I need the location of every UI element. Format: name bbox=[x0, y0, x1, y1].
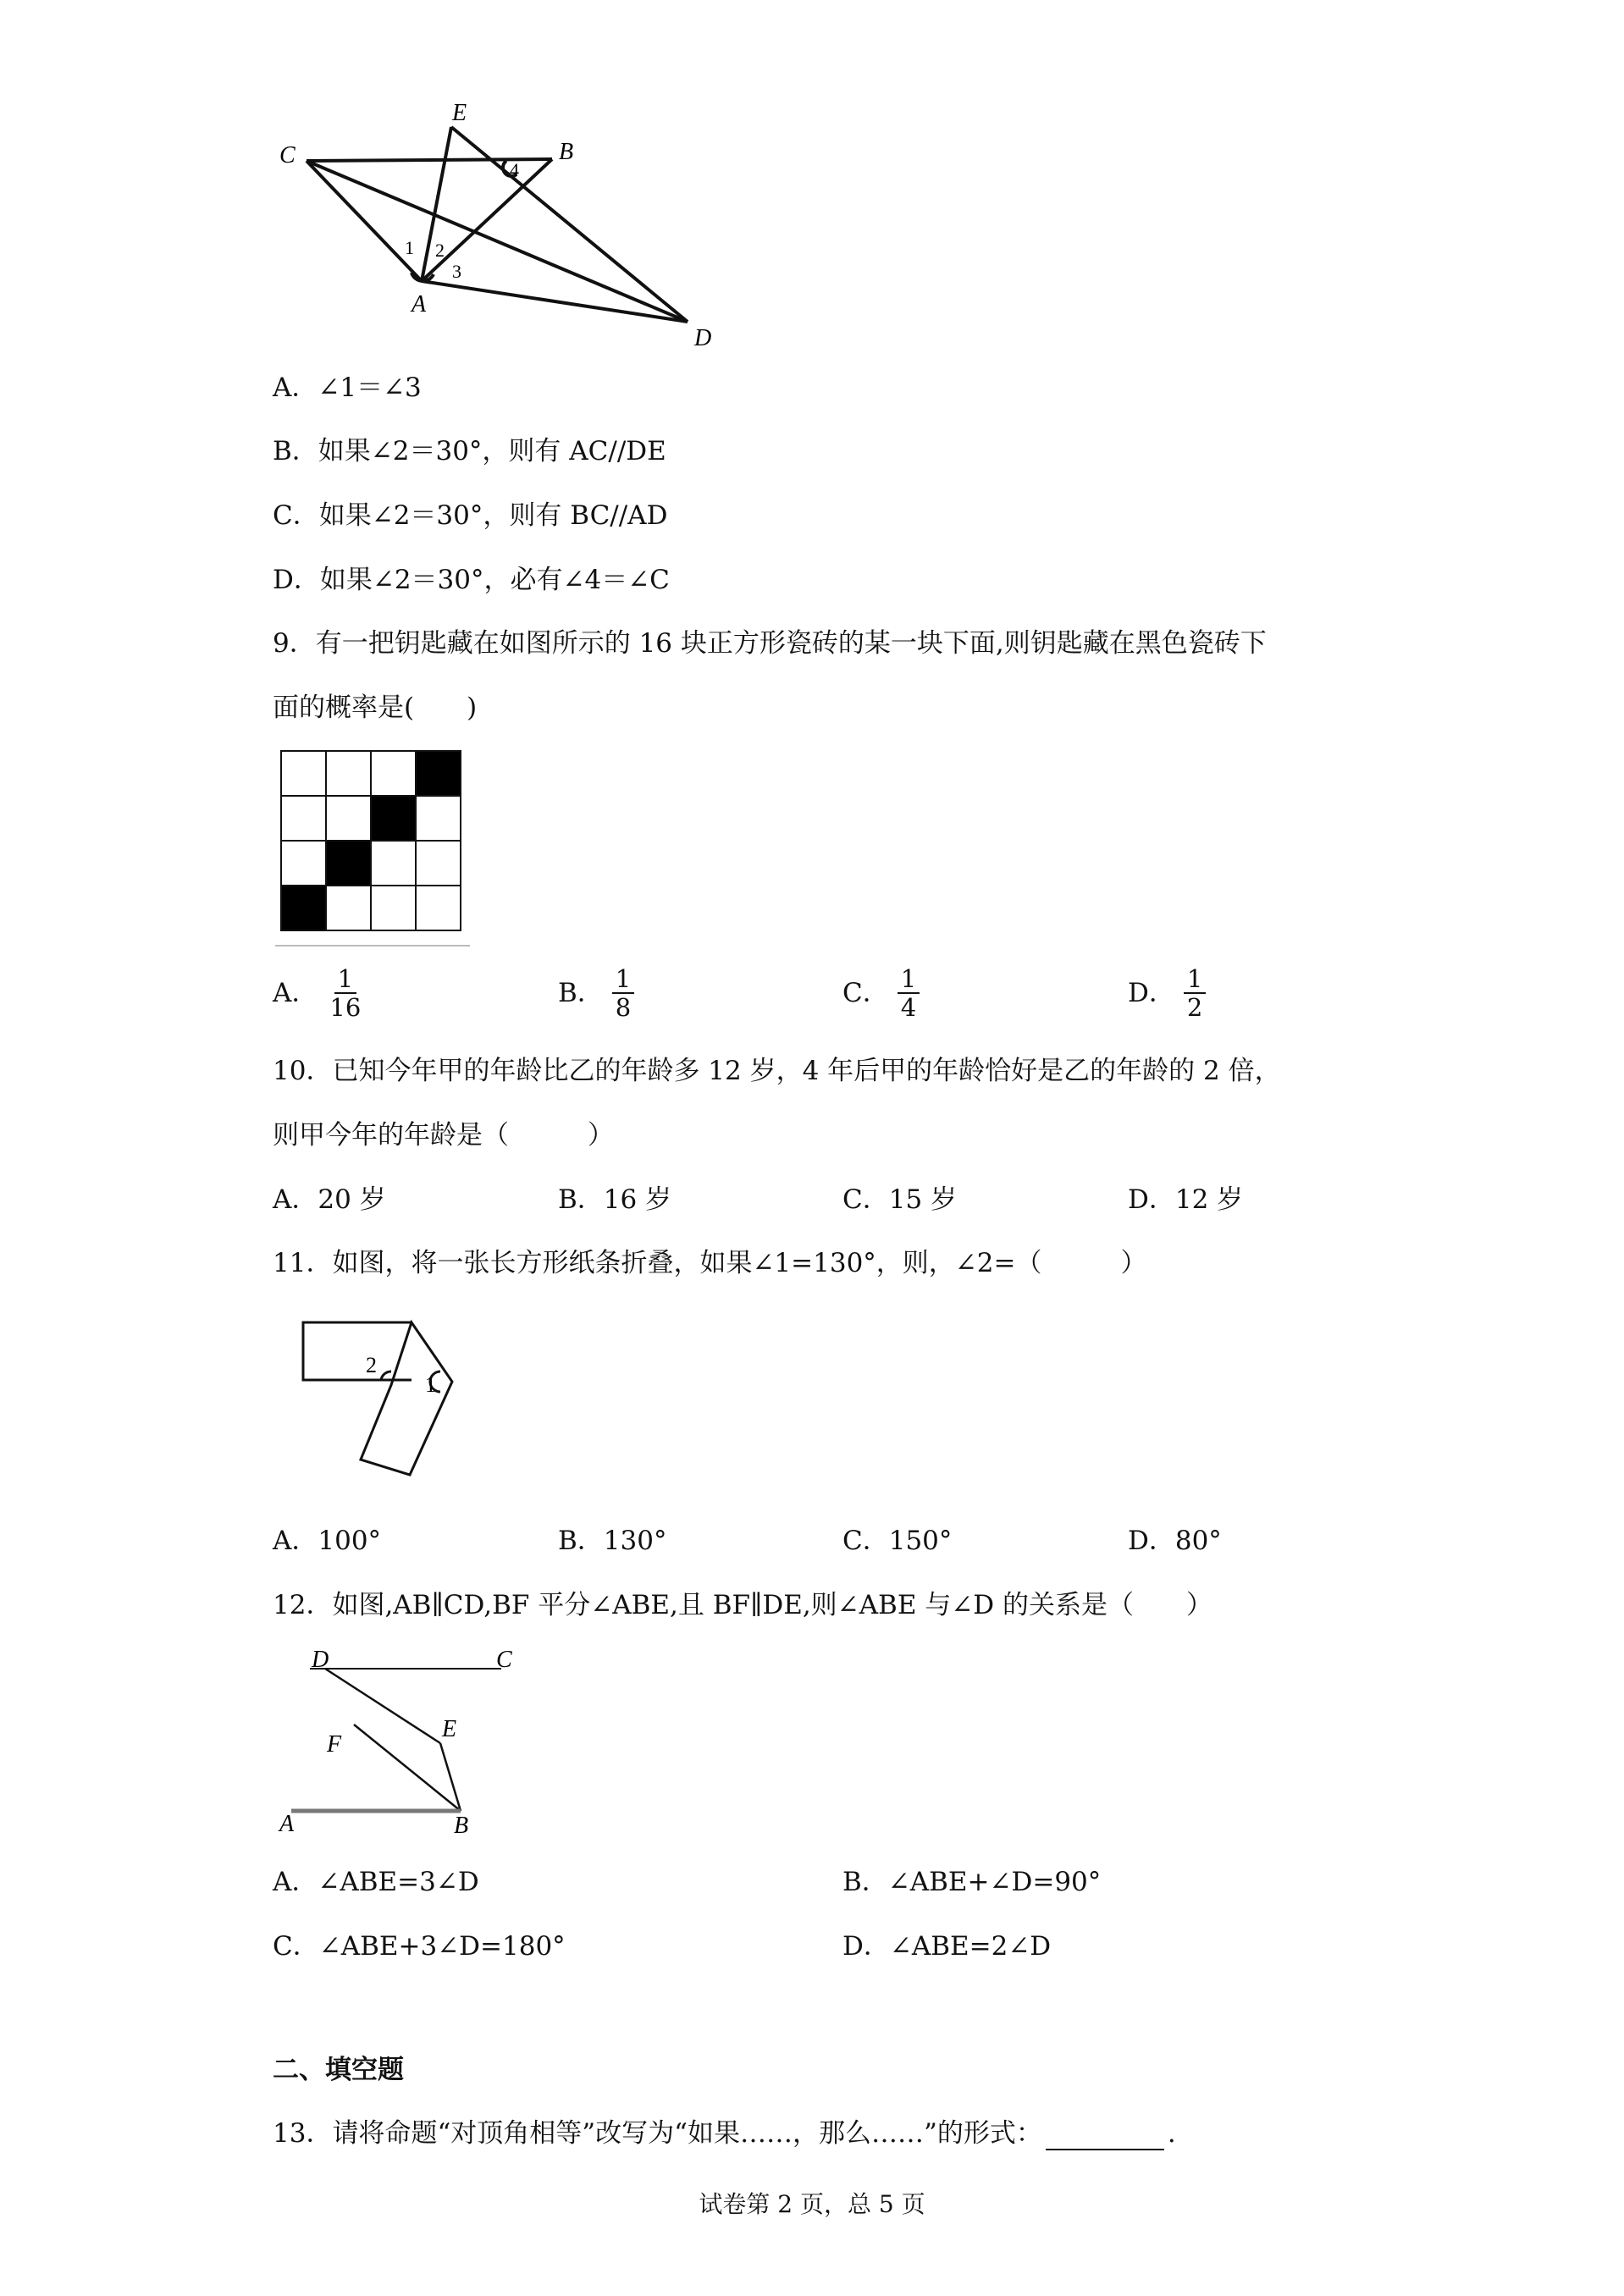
q13-question bbox=[273, 2117, 1176, 2150]
q9-option-d-num: 1 bbox=[1184, 965, 1206, 994]
q12-label-C: C bbox=[496, 1647, 512, 1673]
q12-figure bbox=[271, 1638, 542, 1841]
white-tile bbox=[371, 886, 416, 930]
white-tile bbox=[416, 796, 461, 841]
q8-angle-3: 3 bbox=[452, 261, 461, 282]
q9-option-b-den: 8 bbox=[615, 993, 632, 1022]
white-tile bbox=[326, 886, 371, 930]
q12-option-c: C．∠ABE+3∠D=180° bbox=[273, 1931, 566, 1962]
section-title: 二、填空题 bbox=[273, 2055, 404, 2085]
q10-option-d: D．12 岁 bbox=[1128, 1184, 1244, 1215]
q8-label-D: D bbox=[694, 325, 712, 351]
q8-angle-1: 1 bbox=[405, 237, 414, 258]
white-tile bbox=[326, 751, 371, 796]
white-tile bbox=[416, 886, 461, 930]
q8-option-b: B．如果∠2＝30°，则有 AC//DE bbox=[273, 436, 666, 466]
q11-question: 11．如图，将一张长方形纸条折叠，如果∠1=130°，则，∠2=（ ） bbox=[273, 1248, 1147, 1278]
q12-option-b: B．∠ABE+∠D=90° bbox=[842, 1867, 1102, 1897]
q12-option-d: D．∠ABE=2∠D bbox=[842, 1931, 1052, 1962]
white-tile bbox=[281, 841, 326, 886]
q9-option-c-den: 4 bbox=[900, 993, 917, 1022]
q9-option-c-num: 1 bbox=[898, 965, 920, 994]
q9-option-b-letter: B． bbox=[558, 978, 604, 1008]
q9-option-a-den: 16 bbox=[329, 993, 362, 1022]
white-tile bbox=[326, 796, 371, 841]
q9-question-line2: 面的概率是( ) bbox=[273, 693, 478, 723]
q11-option-d: D．80° bbox=[1128, 1526, 1222, 1556]
q10-question-line1: 10．已知今年甲的年龄比乙的年龄多 12 岁，4 年后甲的年龄恰好是乙的年龄的 2 倍， bbox=[273, 1056, 1281, 1086]
black-tile bbox=[281, 886, 326, 930]
black-tile bbox=[416, 751, 461, 796]
q12-label-E: E bbox=[442, 1716, 457, 1742]
q9-tile-grid bbox=[275, 749, 470, 951]
q9-question-line1: 9．有一把钥匙藏在如图所示的 16 块正方形瓷砖的某一块下面,则钥匙藏在黑色瓷砖下 bbox=[273, 628, 1267, 659]
q8-figure bbox=[271, 93, 745, 356]
q12-label-D: D bbox=[312, 1647, 329, 1673]
q9-option-d-fraction bbox=[1184, 965, 1206, 1021]
q13-text-end: . bbox=[1167, 2118, 1176, 2149]
q10-option-b: B．16 岁 bbox=[558, 1184, 672, 1215]
q11-option-a: A．100° bbox=[273, 1526, 382, 1556]
q9-option-a-letter: A． bbox=[273, 978, 318, 1008]
white-tile bbox=[281, 751, 326, 796]
q11-option-c: C．150° bbox=[842, 1526, 953, 1556]
q8-option-d: D．如果∠2＝30°，必有∠4＝∠C bbox=[273, 565, 670, 595]
q13-text: 13．请将命题“对顶角相等”改写为“如果……，那么……”的形式： bbox=[273, 2118, 1042, 2149]
q11-figure bbox=[296, 1312, 466, 1482]
q10-option-a: A．20 岁 bbox=[273, 1184, 386, 1215]
q9-option-b-fraction bbox=[612, 965, 634, 1021]
q12-label-A: A bbox=[279, 1811, 295, 1837]
q8-label-C: C bbox=[279, 142, 296, 168]
black-tile bbox=[371, 796, 416, 841]
q9-option-a-fraction bbox=[326, 965, 364, 1021]
q9-option-c-fraction bbox=[898, 965, 920, 1021]
q9-option-c-letter: C． bbox=[842, 978, 889, 1008]
q12-label-F: F bbox=[327, 1731, 342, 1758]
q13-answer-blank[interactable] bbox=[1046, 2123, 1164, 2150]
q9-option-a-num: 1 bbox=[334, 965, 356, 994]
q12-label-B: B bbox=[454, 1813, 469, 1839]
q11-angle-1-label: 1 bbox=[425, 1372, 436, 1397]
white-tile bbox=[281, 796, 326, 841]
q8-angle-4: 4 bbox=[510, 159, 519, 180]
q8-option-a: A．∠1＝∠3 bbox=[273, 373, 422, 403]
q9-options bbox=[273, 955, 1289, 1031]
q9-option-a bbox=[273, 955, 364, 1031]
black-tile bbox=[326, 841, 371, 886]
q9-option-b bbox=[558, 955, 634, 1031]
white-tile bbox=[371, 841, 416, 886]
q11-option-b: B．130° bbox=[558, 1526, 667, 1556]
q12-option-a: A．∠ABE=3∠D bbox=[273, 1867, 479, 1897]
q8-label-A: A bbox=[412, 291, 427, 317]
q10-option-c: C．15 岁 bbox=[842, 1184, 958, 1215]
white-tile bbox=[371, 751, 416, 796]
q12-question: 12．如图,AB∥CD,BF 平分∠ABE,且 BF∥DE,则∠ABE 与∠D 的关系是（ ） bbox=[273, 1590, 1212, 1620]
q10-question-line2: 则甲今年的年龄是（ ） bbox=[273, 1120, 614, 1151]
white-tile bbox=[416, 841, 461, 886]
q9-option-d-den: 2 bbox=[1186, 993, 1203, 1022]
q8-label-E: E bbox=[452, 100, 467, 126]
q9-option-d-letter: D． bbox=[1128, 978, 1175, 1008]
q9-option-c bbox=[842, 955, 920, 1031]
q9-option-b-num: 1 bbox=[612, 965, 634, 994]
q11-angle-2-label: 2 bbox=[366, 1353, 377, 1377]
q8-label-B: B bbox=[559, 139, 574, 165]
q8-option-c: C．如果∠2＝30°，则有 BC//AD bbox=[273, 500, 668, 531]
q8-angle-2: 2 bbox=[435, 240, 445, 261]
page-footer: 试卷第 2 页，总 5 页 bbox=[699, 2190, 925, 2218]
q9-option-d bbox=[1128, 955, 1206, 1031]
